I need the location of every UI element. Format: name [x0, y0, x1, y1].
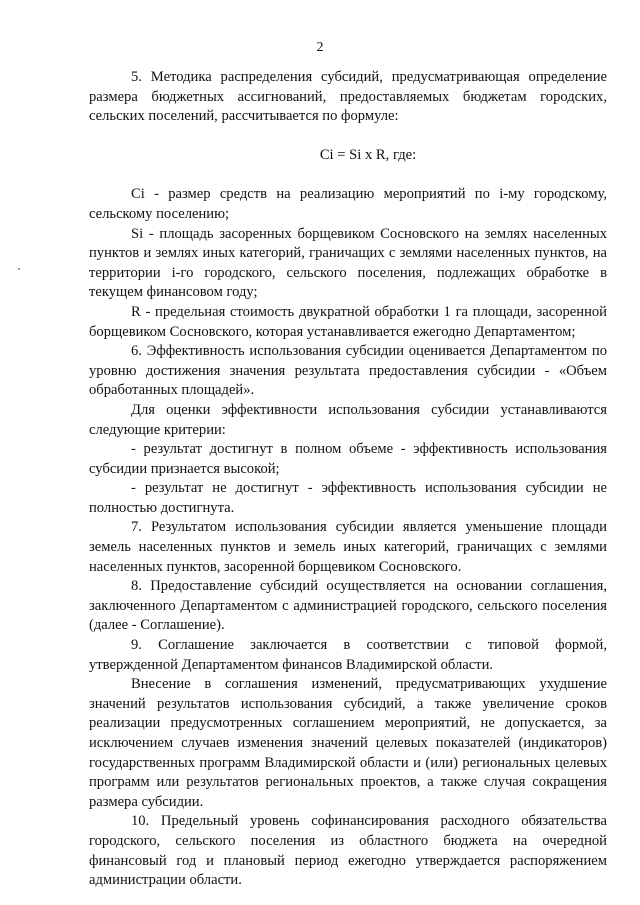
paragraph-7-result: 7. Результатом использования субсидии является уменьшение площади земель населенных пунктов и земель иных категорий, граничащих с землями населенных пунктов, засоренной борщевиком Сосновского.: [89, 519, 607, 575]
definition-ci: Ci - размер средств на реализацию мероприятий по i-му городскому, сельскому поселению;: [89, 186, 607, 222]
criterion-not-achieved: - результат не достигнут - эффективность использования субсидии не полностью достигнута.: [89, 480, 607, 516]
paragraph-amendments: Внесение в соглашения изменений, предусматривающих ухудшение значений результатов использования субсидий, а также увеличение сроков реализации предусмотренных соглашением мероприятий, не допускается, за исключением случаев изменения значений целевых показателей (индикаторов) государственных программ Владимирской области и (или) региональных целевых программ или результатов региональных проектов, а также случая сокращения размера субсидии.: [89, 676, 607, 810]
definition-si: Si - площадь засоренных борщевиком Сосновского на землях населенных пунктов и землях иных категорий, граничащих с землями населенных пунктов, на территории i-го городского, сельского поселения, подлежащих обработке в текущем финансовом году;: [89, 225, 607, 301]
paragraph-9-standard-form: 9. Соглашение заключается в соответствии с типовой формой, утвержденной Департаментом финансов Владимирской области.: [89, 637, 607, 673]
formula: Ci = Si x R, где:: [319, 146, 417, 163]
paragraph-6-efficiency: 6. Эффективность использования субсидии оценивается Департаментом по уровню достижения значения результата предоставления субсидии - «Объем обработанных площадей».: [89, 343, 607, 399]
paragraph-8-agreement: 8. Предоставление субсидий осуществляется на основании соглашения, заключенного Департаментом с администрацией городского, сельского поселения (далее - Соглашение).: [89, 578, 607, 634]
definition-r: R - предельная стоимость двукратной обработки 1 га площади, засоренной борщевиком Сосновского, которая устанавливается ежегодно Департаментом;: [89, 303, 607, 340]
scan-mark: [18, 268, 20, 270]
paragraph-10-cofinancing: 10. Предельный уровень софинансирования расходного обязательства городского, сельского поселения из областного бюджета на очередной финансовый год и плановый период ежегодно утверждается распоряжением администрации области.: [89, 813, 607, 889]
criteria-intro: Для оценки эффективности использования субсидии устанавливаются следующие критерии:: [89, 401, 607, 438]
criterion-achieved: - результат достигнут в полном объеме - эффективность использования субсидии признается высокой;: [89, 441, 607, 477]
paragraph-5-methodology: 5. Методика распределения субсидий, предусматривающая определение размера бюджетных ассигнований, предоставляемых бюджетам городских, сельских поселений, рассчитывается по формуле:: [89, 69, 607, 125]
document-body: [89, 68, 607, 891]
page-number: 2: [316, 40, 324, 55]
